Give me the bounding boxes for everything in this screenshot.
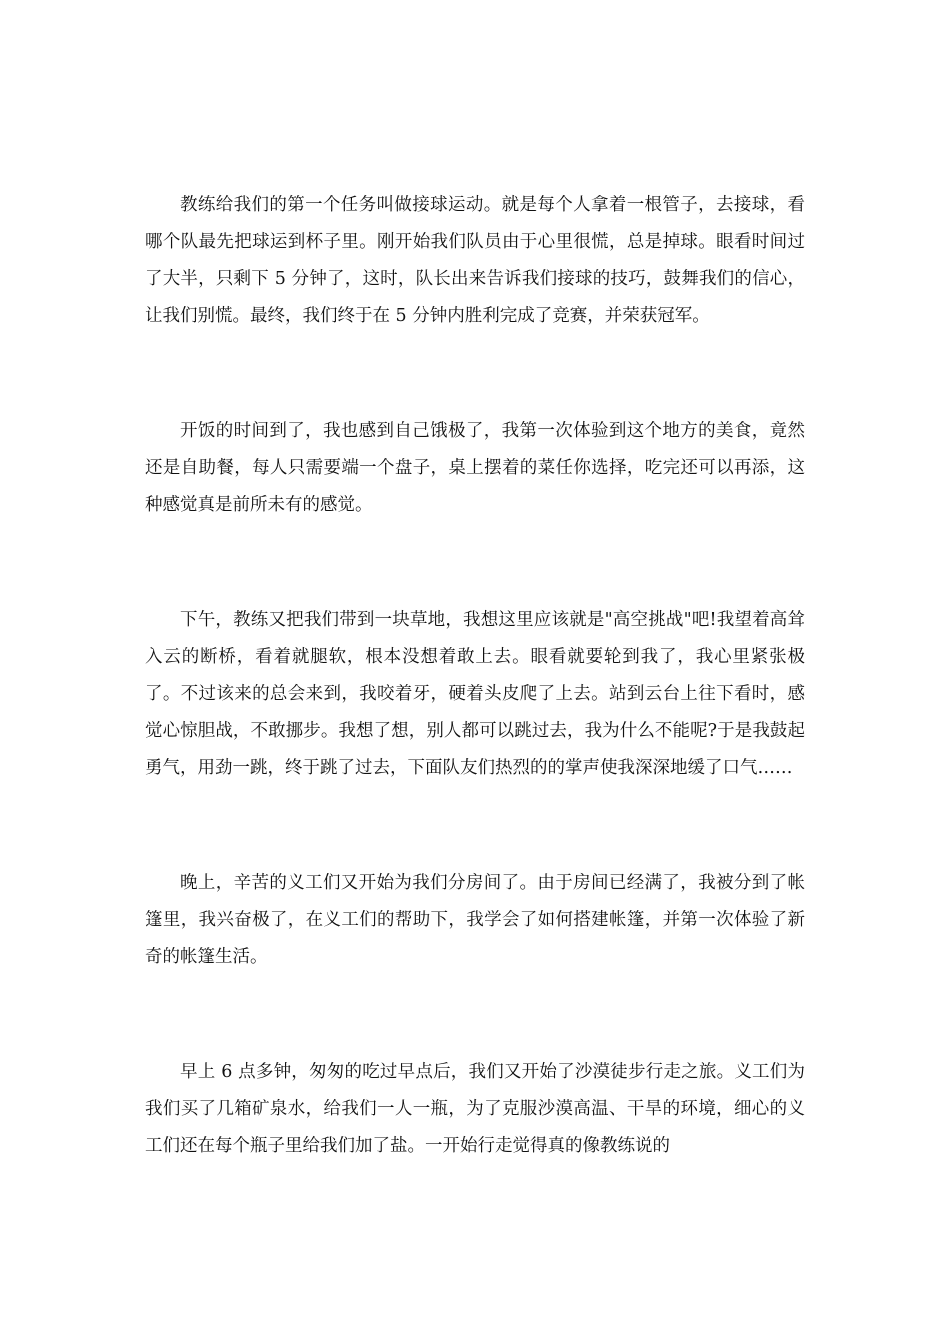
document-body — [145, 187, 805, 1165]
paragraph-tent-night: 晚上，辛苦的义工们又开始为我们分房间了。由于房间已经满了，我被分到了帐篷里，我兴奋极了，在义工们的帮助下，我学会了如何搭建帐篷，并第一次体验了新奇的帐篷生活。 — [145, 873, 805, 967]
paragraph-high-altitude-challenge: 下午，教练又把我们带到一块草地，我想这里应该就是"高空挑战"吧!我望着高耸入云的断桥，看着就腿软，根本没想着敢上去。眼看就要轮到我了，我心里紧张极了。不过该来的总会来到，我咬着牙，硬着头皮爬了上去。站到云台上往下看时，感觉心惊胆战，不敢挪步。我想了想，别人都可以跳过去，我为什么不能呢?于是我鼓起勇气，用劲一跳，终于跳了过去，下面队友们热烈的的掌声使我深深地缓了口气…… — [145, 610, 805, 778]
paragraph-ball-catching: 教练给我们的第一个任务叫做接球运动。就是每个人拿着一根管子，去接球，看哪个队最先把球运到杯子里。刚开始我们队员由于心里很慌，总是掉球。眼看时间过了大半，只剩下 5 分钟了，这时，队长出来告诉我们接球的技巧，鼓舞我们的信心，让我们别慌。最终，我们终于在 5 分钟内胜利完成了竞赛，并荣获冠军。 — [145, 195, 805, 326]
paragraph-desert-hike: 早上 6 点多钟，匆匆的吃过早点后，我们又开始了沙漠徒步行走之旅。义工们为我们买了几箱矿泉水，给我们一人一瓶，为了克服沙漠高温、干旱的环境，细心的义工们还在每个瓶子里给我们加了盐。一开始行走觉得真的像教练说的 — [145, 1062, 805, 1156]
paragraph-buffet-meal: 开饭的时间到了，我也感到自己饿极了，我第一次体验到这个地方的美食，竟然还是自助餐，每人只需要端一个盘子，桌上摆着的菜任你选择，吃完还可以再添，这种感觉真是前所未有的感觉。 — [145, 421, 805, 515]
